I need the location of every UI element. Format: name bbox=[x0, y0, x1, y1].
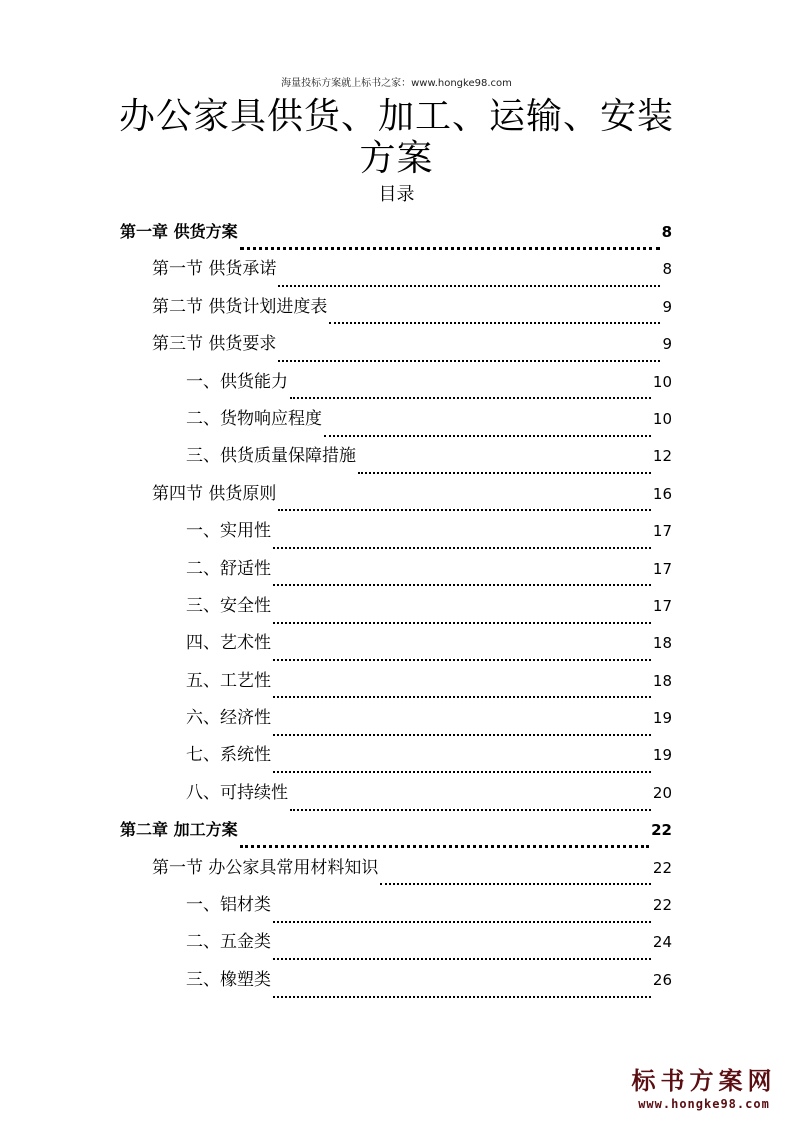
toc-leader-dots bbox=[273, 984, 651, 998]
toc-entry-label: 二、舒适性 bbox=[186, 558, 271, 579]
toc-entry-label: 三、安全性 bbox=[186, 595, 271, 616]
toc-entry[interactable] bbox=[120, 816, 672, 853]
toc-entry[interactable] bbox=[120, 293, 672, 330]
watermark-logo bbox=[629, 1066, 779, 1112]
toc-entry-label: 一、实用性 bbox=[186, 521, 271, 542]
toc-leader-dots bbox=[278, 273, 660, 287]
toc-entry[interactable] bbox=[120, 966, 672, 1003]
toc-entry[interactable] bbox=[120, 928, 672, 965]
toc-entry[interactable] bbox=[120, 629, 672, 666]
toc-entry-page: 10 bbox=[652, 409, 672, 428]
toc-leader-dots bbox=[329, 310, 660, 324]
toc-entry-page: 22 bbox=[652, 896, 672, 915]
toc-leader-dots bbox=[273, 759, 651, 773]
toc-entry-label: 三、橡塑类 bbox=[186, 969, 271, 990]
toc-leader-dots bbox=[358, 460, 651, 474]
toc-entry[interactable] bbox=[120, 368, 672, 405]
toc-entry-label: 第一节 办公家具常用材料知识 bbox=[152, 857, 379, 878]
toc-entry[interactable] bbox=[120, 218, 672, 255]
toc-entry-label: 一、供货能力 bbox=[186, 371, 288, 392]
toc-leader-dots bbox=[240, 235, 660, 250]
toc-entry[interactable] bbox=[120, 854, 672, 891]
toc-entry-page: 17 bbox=[652, 596, 672, 615]
table-of-contents bbox=[120, 218, 672, 1003]
toc-entry-page: 24 bbox=[652, 933, 672, 952]
toc-entry[interactable] bbox=[120, 442, 672, 479]
toc-leader-dots bbox=[380, 871, 651, 885]
toc-entry-label: 六、经济性 bbox=[186, 708, 271, 729]
toc-entry[interactable] bbox=[120, 741, 672, 778]
toc-entry-label: 二、五金类 bbox=[186, 932, 271, 953]
toc-entry-page: 16 bbox=[652, 484, 672, 503]
toc-entry-label: 八、可持续性 bbox=[186, 782, 288, 803]
toc-entry[interactable] bbox=[120, 517, 672, 554]
toc-leader-dots bbox=[273, 572, 651, 586]
toc-entry-label: 第一节 供货承诺 bbox=[152, 259, 277, 280]
toc-entry-page: 20 bbox=[652, 783, 672, 802]
toc-entry-page: 22 bbox=[651, 821, 672, 840]
toc-entry-page: 19 bbox=[652, 746, 672, 765]
toc-entry-page: 8 bbox=[662, 260, 672, 279]
toc-entry-page: 12 bbox=[652, 447, 672, 466]
document-title: 办公家具供货、加工、运输、安装方案 bbox=[118, 96, 674, 179]
toc-leader-dots bbox=[273, 722, 651, 736]
toc-leader-dots bbox=[273, 647, 651, 661]
watermark-name: 标书方案网 bbox=[631, 1067, 777, 1095]
toc-entry-page: 17 bbox=[652, 522, 672, 541]
toc-leader-dots bbox=[273, 684, 651, 698]
toc-entry-page: 10 bbox=[652, 372, 672, 391]
toc-entry[interactable] bbox=[120, 480, 672, 517]
toc-leader-dots bbox=[273, 610, 651, 624]
toc-leader-dots bbox=[273, 946, 651, 960]
toc-entry-page: 18 bbox=[652, 671, 672, 690]
toc-entry-label: 第二节 供货计划进度表 bbox=[152, 296, 328, 317]
toc-entry-label: 七、系统性 bbox=[186, 745, 271, 766]
toc-heading: 目录 bbox=[378, 184, 415, 205]
toc-entry-label: 第四节 供货原则 bbox=[152, 483, 277, 504]
toc-entry-label: 二、货物响应程度 bbox=[186, 408, 322, 429]
toc-entry[interactable] bbox=[120, 891, 672, 928]
toc-entry[interactable] bbox=[120, 704, 672, 741]
watermark-url: www.hongke98.com bbox=[638, 1097, 770, 1111]
toc-entry-page: 18 bbox=[652, 634, 672, 653]
toc-entry[interactable] bbox=[120, 405, 672, 442]
toc-leader-dots bbox=[240, 833, 650, 848]
toc-entry[interactable] bbox=[120, 255, 672, 292]
toc-entry-page: 9 bbox=[662, 297, 672, 316]
toc-entry-page: 22 bbox=[652, 858, 672, 877]
toc-entry-page: 19 bbox=[652, 709, 672, 728]
toc-entry-page: 26 bbox=[652, 970, 672, 989]
toc-entry-label: 四、艺术性 bbox=[186, 633, 271, 654]
toc-entry[interactable] bbox=[120, 330, 672, 367]
toc-leader-dots bbox=[290, 385, 651, 399]
toc-entry-label: 第一章 供货方案 bbox=[120, 222, 238, 241]
toc-entry-page: 17 bbox=[652, 559, 672, 578]
toc-entry[interactable] bbox=[120, 555, 672, 592]
toc-leader-dots bbox=[290, 797, 651, 811]
toc-entry-label: 第二章 加工方案 bbox=[120, 820, 238, 840]
toc-leader-dots bbox=[324, 423, 651, 437]
header-note: 海量投标方案就上标书之家：www.hongke98.com bbox=[281, 78, 512, 89]
toc-leader-dots bbox=[278, 348, 660, 362]
toc-entry[interactable] bbox=[120, 779, 672, 816]
toc-entry-label: 五、工艺性 bbox=[186, 670, 271, 691]
toc-entry-label: 三、供货质量保障措施 bbox=[186, 446, 356, 467]
toc-leader-dots bbox=[273, 535, 651, 549]
toc-entry[interactable] bbox=[120, 667, 672, 704]
toc-entry-page: 9 bbox=[662, 335, 672, 354]
toc-leader-dots bbox=[273, 909, 651, 923]
toc-leader-dots bbox=[278, 497, 651, 511]
toc-entry[interactable] bbox=[120, 592, 672, 629]
toc-entry-label: 第三节 供货要求 bbox=[152, 334, 277, 355]
toc-entry-label: 一、铝材类 bbox=[186, 895, 271, 916]
toc-entry-page: 8 bbox=[661, 223, 672, 241]
